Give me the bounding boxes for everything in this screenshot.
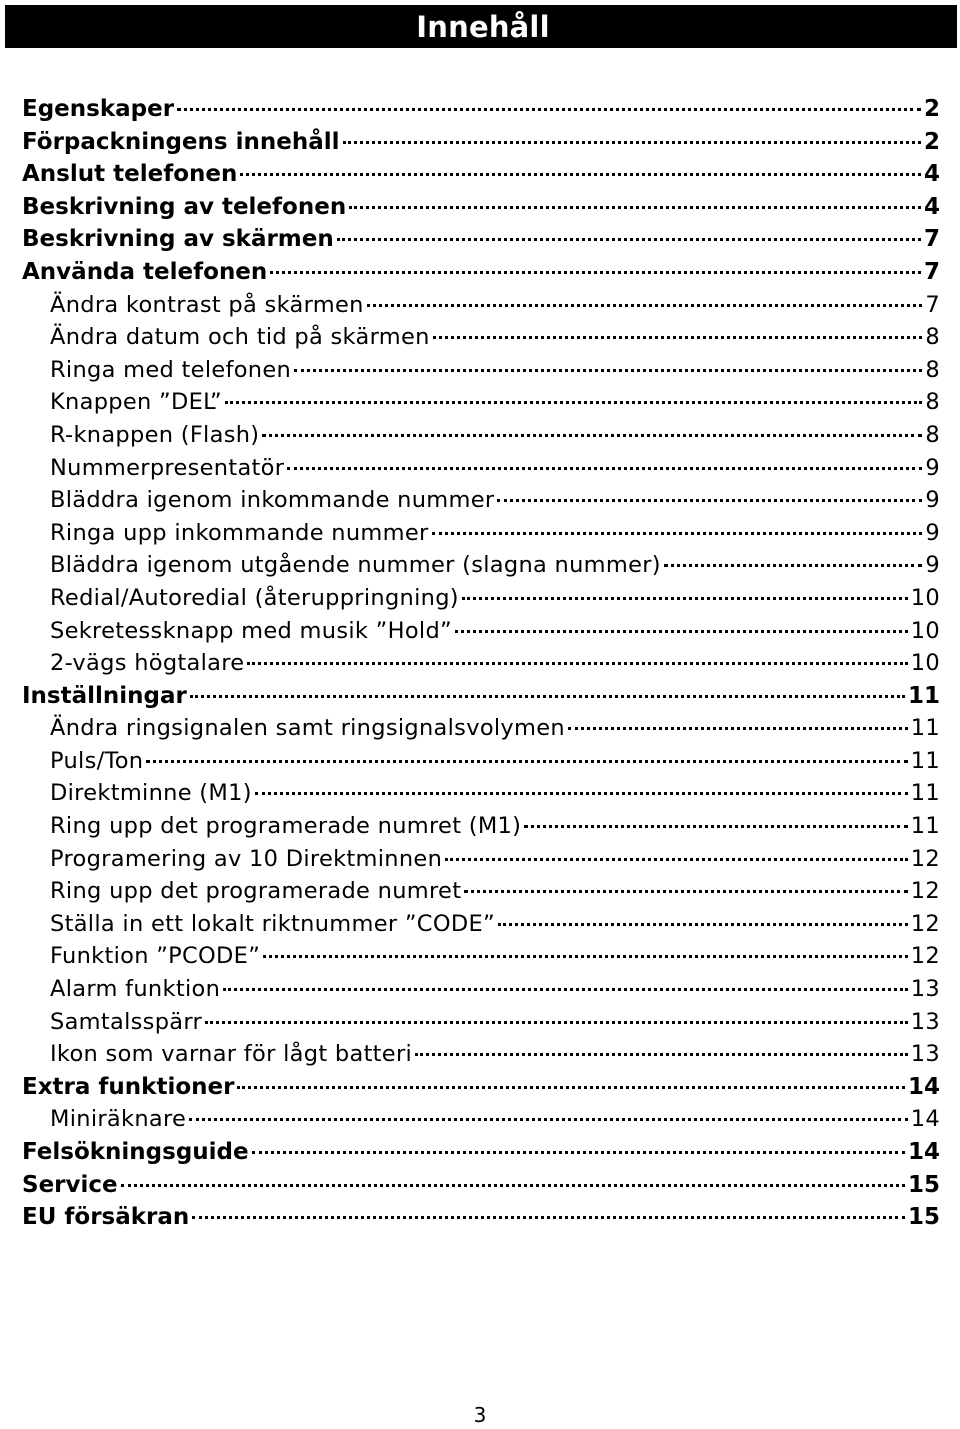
toc-subsection-link[interactable] xyxy=(22,484,940,517)
toc-entry-label: Sekretessknapp med musik ”Hold” xyxy=(50,617,453,644)
toc-subsection-link[interactable] xyxy=(22,647,940,680)
toc-entry-label: Bläddra igenom inkommande nummer xyxy=(50,487,495,514)
toc-entry-page: 10 xyxy=(910,617,940,644)
toc-subsection-link[interactable] xyxy=(22,386,940,419)
toc-entry-label: Nummerpresentatör xyxy=(50,454,285,481)
toc-entry-label: Anslut telefonen xyxy=(22,161,238,188)
toc-entry-label: Direktminne (M1) xyxy=(50,780,252,807)
toc-subsection-link[interactable] xyxy=(22,517,940,550)
toc-dot-leader xyxy=(464,890,907,893)
table-of-contents xyxy=(22,93,940,1234)
toc-section-link[interactable] xyxy=(22,223,940,256)
toc-entry-page: 12 xyxy=(910,910,940,937)
toc-dot-leader xyxy=(455,630,908,633)
toc-dot-leader xyxy=(240,173,921,176)
toc-entry-page: 11 xyxy=(910,780,940,807)
toc-dot-leader xyxy=(433,336,923,339)
toc-entry-label: Service xyxy=(22,1171,118,1198)
toc-entry-label: Bläddra igenom utgående nummer (slagna nummer) xyxy=(50,552,661,579)
toc-entry-label: Ställa in ett lokalt riktnummer ”CODE” xyxy=(50,910,495,937)
toc-entry-page: 8 xyxy=(925,421,940,448)
toc-subsection-link[interactable] xyxy=(22,712,940,745)
toc-entry-label: Puls/Ton xyxy=(50,747,144,774)
toc-entry-label: Programering av 10 Direktminnen xyxy=(50,845,443,872)
toc-entry-label: Funktion ”PCODE” xyxy=(50,943,261,970)
toc-subsection-link[interactable] xyxy=(22,452,940,485)
toc-entry-label: R-knappen (Flash) xyxy=(50,421,260,448)
toc-subsection-link[interactable] xyxy=(22,1103,940,1136)
toc-entry-label: Egenskaper xyxy=(22,96,175,122)
toc-entry-label: Alarm funktion xyxy=(50,976,221,1003)
toc-section-link[interactable] xyxy=(22,256,940,289)
toc-dot-leader xyxy=(247,662,907,665)
toc-subsection-link[interactable] xyxy=(22,582,940,615)
toc-entry-label: Extra funktioner xyxy=(22,1073,235,1100)
toc-dot-leader xyxy=(415,1053,908,1056)
toc-dot-leader xyxy=(294,369,922,372)
toc-dot-leader xyxy=(192,1216,905,1219)
title-bar xyxy=(5,5,957,48)
toc-entry-page: 8 xyxy=(925,324,940,351)
toc-section-link[interactable] xyxy=(22,1071,940,1104)
toc-entry-page: 13 xyxy=(910,1008,940,1035)
toc-entry-page: 13 xyxy=(910,976,940,1003)
toc-dot-leader xyxy=(121,1184,905,1187)
toc-dot-leader xyxy=(524,825,908,828)
toc-entry-page: 14 xyxy=(907,1073,940,1100)
toc-subsection-link[interactable] xyxy=(22,615,940,648)
toc-entry-page: 11 xyxy=(910,747,940,774)
toc-dot-leader xyxy=(146,760,907,763)
toc-dot-leader xyxy=(343,141,921,144)
toc-dot-leader xyxy=(367,304,923,307)
toc-entry-label: Ändra datum och tid på skärmen xyxy=(50,324,430,351)
toc-entry-label: Ändra ringsignalen samt ringsignalsvolymen xyxy=(50,715,565,742)
toc-entry-label: Redial/Autoredial (återuppringning) xyxy=(50,584,459,611)
toc-entry-label: Knappen ”DEL” xyxy=(50,389,223,416)
toc-subsection-link[interactable] xyxy=(22,549,940,582)
toc-entry-page: 15 xyxy=(907,1171,940,1198)
toc-dot-leader xyxy=(225,401,922,404)
toc-entry-page: 12 xyxy=(910,943,940,970)
toc-entry-label: Ikon som varnar för lågt batteri xyxy=(50,1041,413,1068)
toc-subsection-link[interactable] xyxy=(22,1006,940,1039)
toc-entry-page: 11 xyxy=(907,682,940,709)
toc-entry-page: 4 xyxy=(923,193,940,220)
toc-subsection-link[interactable] xyxy=(22,973,940,1006)
toc-subsection-link[interactable] xyxy=(22,810,940,843)
toc-entry-page: 8 xyxy=(925,389,940,416)
toc-entry-page: 2 xyxy=(923,96,940,122)
toc-entry-label: EU försäkran xyxy=(22,1204,190,1231)
toc-dot-leader xyxy=(664,564,922,567)
toc-entry-label: Ring upp det programerade numret xyxy=(50,878,462,905)
toc-entry-page: 4 xyxy=(923,161,940,188)
toc-entry-page: 7 xyxy=(923,258,940,285)
toc-entry-page: 8 xyxy=(925,356,940,383)
toc-subsection-link[interactable] xyxy=(22,908,940,941)
toc-dot-leader xyxy=(498,923,908,926)
toc-dot-leader xyxy=(263,955,908,958)
toc-section-link[interactable] xyxy=(22,680,940,713)
toc-entry-label: Felsökningsguide xyxy=(22,1139,249,1165)
toc-subsection-link[interactable] xyxy=(22,940,940,973)
toc-entry-page: 9 xyxy=(925,552,940,579)
toc-entry-label: Beskrivning av telefonen xyxy=(22,193,347,220)
toc-entry-page: 12 xyxy=(910,878,940,905)
toc-entry-label: 2-vägs högtalare xyxy=(50,650,245,677)
toc-entry-label: Inställningar xyxy=(22,682,187,709)
toc-entry-label: Ringa upp inkommande nummer xyxy=(50,519,429,546)
page-number: 3 xyxy=(473,1403,487,1427)
toc-entry-label: Använda telefonen xyxy=(22,258,268,285)
toc-section-link[interactable] xyxy=(22,1201,940,1234)
toc-section-link[interactable] xyxy=(22,126,940,159)
toc-dot-leader xyxy=(270,271,921,274)
toc-entry-page: 9 xyxy=(925,454,940,481)
toc-section-link[interactable] xyxy=(22,1169,940,1202)
toc-entry-page: 13 xyxy=(910,1041,940,1068)
toc-section-link[interactable] xyxy=(22,93,940,126)
toc-subsection-link[interactable] xyxy=(22,289,940,322)
toc-entry-label: Samtalsspärr xyxy=(50,1008,203,1035)
toc-dot-leader xyxy=(445,858,908,861)
toc-dot-leader xyxy=(237,1086,905,1089)
toc-entry-label: Ring upp det programerade numret (M1) xyxy=(50,813,522,840)
toc-section-link[interactable] xyxy=(22,191,940,224)
toc-entry-page: 7 xyxy=(923,226,940,253)
toc-entry-page: 9 xyxy=(925,519,940,546)
toc-dot-leader xyxy=(189,1118,908,1121)
toc-dot-leader xyxy=(432,532,923,535)
toc-dot-leader xyxy=(252,1151,905,1154)
toc-entry-page: 7 xyxy=(925,291,940,318)
toc-dot-leader xyxy=(223,988,908,991)
toc-entry-page: 9 xyxy=(925,487,940,514)
toc-entry-page: 2 xyxy=(923,128,940,155)
toc-dot-leader xyxy=(568,727,908,730)
toc-subsection-link[interactable] xyxy=(22,1038,940,1071)
toc-dot-leader xyxy=(262,434,922,437)
toc-dot-leader xyxy=(462,597,908,600)
toc-subsection-link[interactable] xyxy=(22,843,940,876)
toc-entry-label: Förpackningens innehåll xyxy=(22,128,340,155)
toc-dot-leader xyxy=(255,792,908,795)
toc-subsection-link[interactable] xyxy=(22,321,940,354)
toc-section-link[interactable] xyxy=(22,1136,940,1169)
toc-subsection-link[interactable] xyxy=(22,875,940,908)
toc-entry-label: Ändra kontrast på skärmen xyxy=(50,291,364,318)
toc-entry-page: 14 xyxy=(910,1106,940,1133)
toc-entry-label: Beskrivning av skärmen xyxy=(22,226,334,253)
toc-dot-leader xyxy=(190,695,905,698)
toc-dot-leader xyxy=(497,499,922,502)
toc-dot-leader xyxy=(177,108,921,111)
toc-entry-page: 10 xyxy=(910,584,940,611)
toc-dot-leader xyxy=(287,467,922,470)
page-title: Innehåll xyxy=(416,9,550,44)
toc-subsection-link[interactable] xyxy=(22,745,940,778)
toc-entry-page: 10 xyxy=(910,650,940,677)
toc-entry-page: 12 xyxy=(910,845,940,872)
toc-subsection-link[interactable] xyxy=(22,354,940,387)
toc-dot-leader xyxy=(349,206,921,209)
toc-entry-page: 11 xyxy=(910,715,940,742)
toc-dot-leader xyxy=(337,238,921,241)
toc-entry-page: 15 xyxy=(907,1204,940,1231)
toc-entry-page: 14 xyxy=(907,1139,940,1165)
toc-dot-leader xyxy=(205,1021,908,1024)
toc-section-link[interactable] xyxy=(22,158,940,191)
toc-entry-page: 11 xyxy=(910,813,940,840)
toc-subsection-link[interactable] xyxy=(22,777,940,810)
toc-subsection-link[interactable] xyxy=(22,419,940,452)
toc-entry-label: Ringa med telefonen xyxy=(50,356,292,383)
toc-entry-label: Miniräknare xyxy=(50,1106,187,1133)
